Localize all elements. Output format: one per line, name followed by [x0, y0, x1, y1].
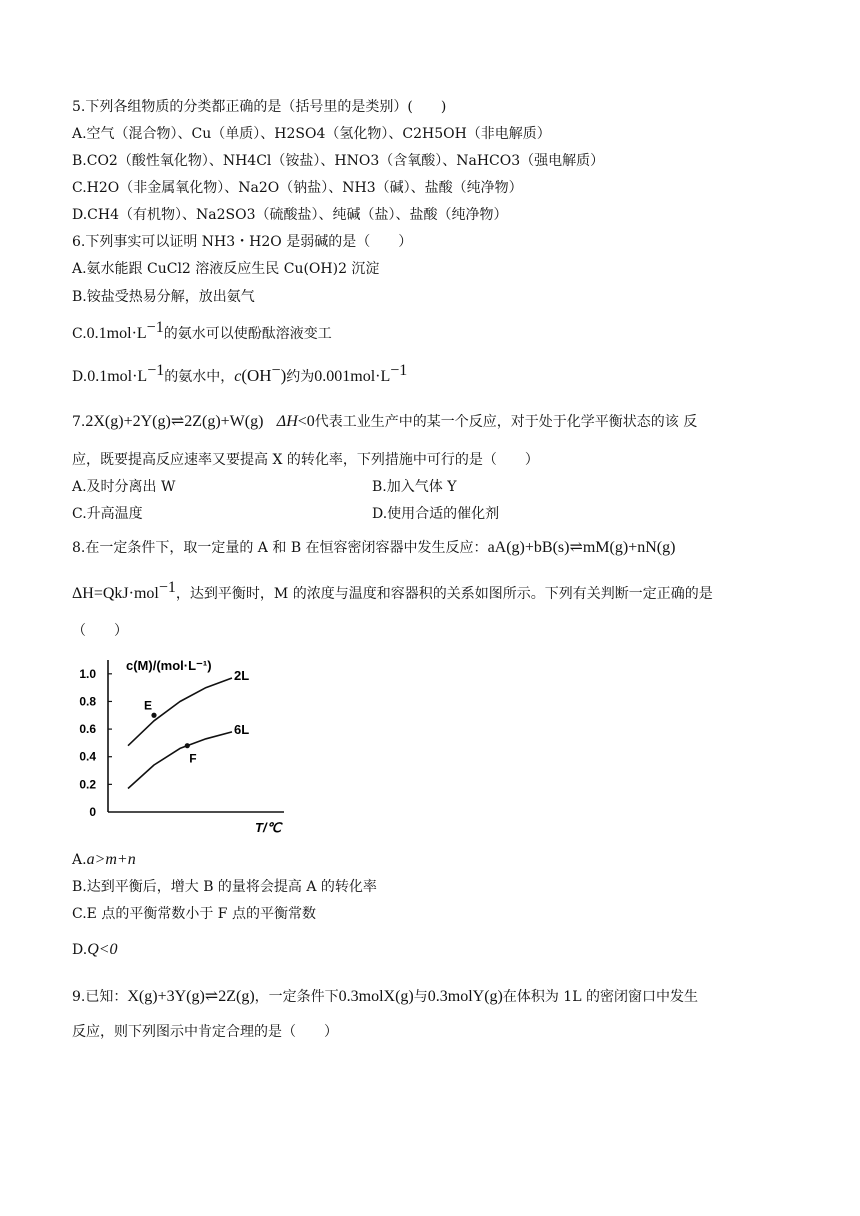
- q7-eq-right: 2Z(g)+W(g): [184, 413, 264, 430]
- q8-option-d: [72, 940, 118, 960]
- q8-stem-line3: （ ）: [72, 623, 128, 639]
- q9-stem: [72, 987, 698, 1007]
- oh-paren: (OH: [241, 366, 272, 385]
- y-tick-label: 0.6: [79, 722, 96, 737]
- oh-paren-close: ): [280, 366, 287, 385]
- q6-stem: 6.下列事实可以证明 NH3・H2O 是弱碱的是（ ）: [72, 234, 413, 250]
- q7-delta-h-rel: <0: [297, 413, 315, 430]
- y-tick-label: 0.2: [79, 777, 96, 792]
- q7-option-c: C.升高温度: [72, 506, 143, 522]
- y-axis-label: c(M)/(mol·L⁻¹): [126, 658, 212, 673]
- y-tick-label: 1.0: [79, 666, 96, 681]
- c-symbol: c: [234, 368, 242, 385]
- q6-option-c: [72, 319, 332, 344]
- q9-stem-tail: 在体积为 1L 的密闭窗口中发生: [502, 989, 698, 1005]
- q9-stem-line2: 反应，则下列图示中肯定合理的是（ ）: [72, 1024, 338, 1040]
- q8-option-b: B.达到平衡后，增大 B 的量将会提高 A 的转化率: [72, 879, 377, 895]
- option-label: D.: [72, 369, 88, 385]
- q8-option-a: [72, 850, 136, 870]
- option-label: A.: [72, 852, 87, 868]
- q5-option-b: B.CO2（酸性氧化物）、NH4Cl（铵盐）、HNO3（含氧酸）、NaHCO3（强电解质）: [72, 153, 605, 169]
- q8-delta-h: ΔH=QkJ·mol: [72, 585, 159, 602]
- q8-stem-head: 8.在一定条件下，取一定量的 A 和 B 在恒容密闭容器中发生反应：: [72, 540, 488, 556]
- y-tick-label: 0.4: [79, 749, 96, 764]
- exponent: −1: [146, 319, 164, 336]
- q7-eq-left: 2X(g)+2Y(g): [85, 413, 171, 430]
- q7-stem-line2: 应，既要提高反应速率又要提高 X 的转化率，下列措施中可行的是（ ）: [72, 452, 539, 468]
- series-label: 6L: [234, 721, 250, 737]
- q6-option-d: [72, 362, 408, 387]
- q6-option-a: A.氨水能跟 CuCl2 溶液反应生民 Cu(OH)2 沉淀: [72, 261, 380, 277]
- y-tick-label: 0.8: [79, 694, 96, 709]
- q9-mid1: ，一定条件下: [254, 989, 339, 1005]
- option-text: 的氨水可以使酚酞溶液变工: [163, 326, 332, 342]
- q6-option-b: B.铵盐受热易分解，放出氨气: [72, 289, 255, 305]
- q7-option-d: D.使用合适的催化剂: [372, 506, 500, 522]
- exponent-2: −1: [390, 362, 408, 379]
- q5-option-c: C.H2O（非金属氧化物）、Na2O（钠盐）、NH3（碱）、盐酸（纯净物）: [72, 180, 523, 196]
- q9-amount-x: 0.3molX(g): [338, 988, 414, 1005]
- option-math: Q<0: [87, 941, 118, 958]
- equilibrium-arrow: ⇌: [170, 413, 185, 430]
- q5-stem: 5.下列各组物质的分类都正确的是（括号里的是类别）( ): [72, 99, 447, 115]
- point-label: F: [189, 751, 197, 766]
- q7-number: 7.: [72, 414, 86, 430]
- q7-option-a: A.及时分离出 W: [72, 479, 176, 495]
- series-line-6L: [128, 732, 232, 789]
- option-math: a>m+n: [86, 851, 136, 868]
- concentration: 0.1mol·L: [86, 325, 147, 342]
- q7-option-b: B.加入气体 Y: [372, 479, 457, 495]
- q9-equation: X(g)+3Y(g)⇌2Z(g): [127, 988, 255, 1005]
- q9-stem-head: 9.已知：: [72, 989, 128, 1005]
- point-E: [151, 713, 156, 718]
- q8-equation: aA(g)+bB(s)⇌mM(g)+nN(g): [487, 539, 676, 556]
- concentration-temperature-chart: [72, 652, 292, 840]
- q9-amount-y: 0.3molY(g): [427, 988, 503, 1005]
- q8-stem-line2: [72, 579, 713, 604]
- x-axis-label: T/℃: [255, 820, 282, 835]
- q8-line2-text: ，达到平衡时，M 的浓度与温度和容器积的关系如图所示。下列有关判断一定正确的是: [175, 586, 713, 602]
- q7-stem: [72, 412, 697, 432]
- q5-option-d: D.CH4（有机物）、Na2SO3（硫酸盐）、纯碱（盐）、盐酸（纯净物）: [72, 207, 508, 223]
- option-text-2: 约为: [286, 369, 315, 385]
- oh-charge: −: [271, 362, 281, 379]
- q8-option-c: C.E 点的平衡常数小于 F 点的平衡常数: [72, 906, 316, 922]
- series-label: 2L: [234, 667, 250, 683]
- point-label: E: [144, 698, 153, 713]
- y-tick-label: 0: [89, 805, 96, 819]
- concentration: 0.1mol·L: [87, 368, 148, 385]
- point-F: [185, 743, 190, 748]
- option-text: 的氨水中，: [164, 369, 235, 385]
- concentration-2: 0.001mol·L: [314, 368, 391, 385]
- q9-mid2: 与: [413, 989, 428, 1005]
- q7-stem-tail: 代表工业生产中的某一个反应，对于处于化学平衡状态的该 反: [314, 414, 698, 430]
- q7-delta-h: ΔH: [276, 413, 298, 430]
- option-label: D.: [72, 942, 88, 958]
- q8-stem: [72, 538, 675, 558]
- exponent: −1: [147, 362, 165, 379]
- q8-exponent: −1: [158, 579, 176, 596]
- option-label: C.: [72, 326, 87, 342]
- q5-option-a: A.空气（混合物）、Cu（单质）、H2SO4（氢化物）、C2H5OH（非电解质）: [72, 126, 551, 142]
